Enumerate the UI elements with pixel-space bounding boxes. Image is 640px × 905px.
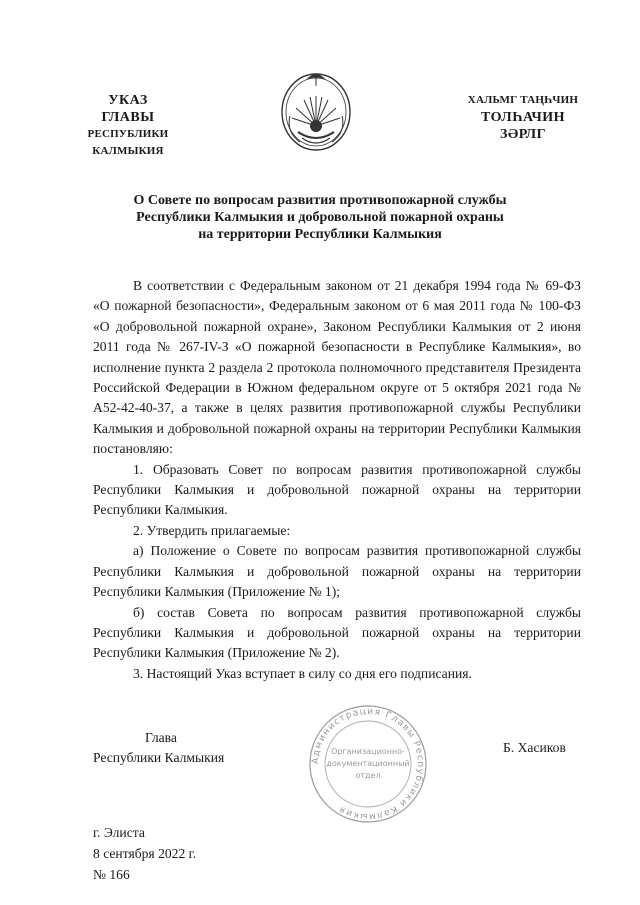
header-left-line-3: РЕСПУБЛИКИ КАЛМЫКИЯ [87,128,169,157]
header-right-line-2: ТОЛҺАЧИН [480,110,566,125]
decree-title-line-1: О Совете по вопросам развития противопожарной службы [133,193,507,208]
header-right-kalmyk [448,92,598,143]
paragraph-item-2a: а) Положение о Совете по вопросам развития противопожарной службы Республики Калмыкия и добровольной пожарной охраны на территории Республики Калмыкия (Приложение № 1); [93,543,581,600]
stamp-ring-text: Администрация Главы Республики Калмыкия [310,706,426,822]
signatory-position [93,728,224,768]
header-right-line-1: ХАЛЬМГ ТАҢҺЧИН [467,94,579,106]
footer-number: № 166 [93,867,130,882]
header-left-line-1: УКАЗ [108,93,148,108]
signatory-position-line-2: Республики Калмыкия [93,750,225,765]
decree-footer [93,822,196,885]
decree-body [93,276,581,684]
header-left-line-2: ГЛАВЫ [101,110,155,125]
footer-date: 8 сентября 2022 г. [93,846,197,861]
decree-title-line-2: Республики Калмыкия и добровольной пожарной охраны [136,210,504,225]
signatory-position-line-1: Глава [145,730,177,745]
header-right-line-3: ЗӘРЛГ [499,127,547,142]
coat-of-arms-emblem-icon [276,66,356,156]
stamp-center-line-1: Организационно- [331,747,405,756]
footer-place: г. Элиста [93,825,145,840]
paragraph-item-2b: б) состав Совета по вопросам развития противопожарной службы Республики Калмыкия и добровольной пожарной охраны на территории Республики Калмыкия (Приложение № 2). [93,604,581,661]
decree-title [120,192,520,243]
paragraph-preamble: В соответствии с Федеральным законом от 21 декабря 1994 года № 69-ФЗ «О пожарной безопасности», Федеральным законом от 6 мая 2011 года № 100-ФЗ «О добровольной пожарной охране», Законом Республики Калмыкия от 2 июня 2011 года № 267-IV-З «О пожарной безопасности в Республике Калмыкия», во исполнение пункта 2 раздела 2 протокола полномочного представителя Президента Российской Федерации в Южном федеральном округе от 5 октября 2021 года № А52-42-40-37, а также в целях развития противопожарной службы Республики Калмыкия и добровольной пожарной охраны на территории Республики Калмыкия постановляю: [93,278,581,457]
paragraph-item-2: 2. Утвердить прилагаемые: [133,522,291,538]
stamp-center-line-2: документационный [326,759,410,768]
paragraph-item-3: 3. Настоящий Указ вступает в силу со дня его подписания. [133,665,472,681]
signatory-name: Б. Хасиков [503,740,566,755]
stamp-center-line-3: отдел [355,771,381,780]
decree-title-line-3: на территории Республики Калмыкия [198,227,442,242]
header-left-russian [58,92,198,160]
paragraph-item-1: 1. Образовать Совет по вопросам развития противопожарной службы Республики Калмыкия и добровольной пожарной охраны на территории Республики Калмыкия. [93,461,581,518]
official-stamp-icon [306,702,430,826]
